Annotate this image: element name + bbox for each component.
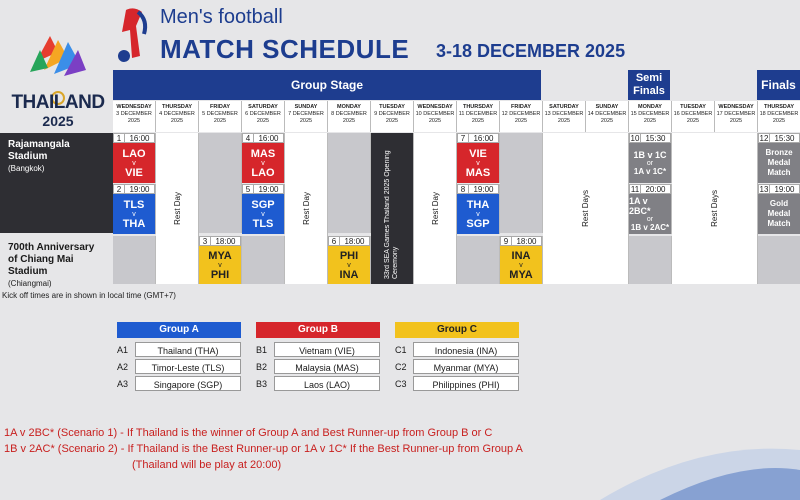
match-number: 2 [113, 184, 125, 194]
team-name: Laos (LAO) [274, 376, 380, 391]
empty-cell [457, 236, 500, 284]
day-date: 17 DECEMBER 2025 [716, 111, 756, 124]
kickoff-time: 15:30 [641, 133, 671, 143]
fixture [199, 246, 241, 284]
phase-finals: Finals [757, 70, 800, 100]
group-row [256, 342, 380, 359]
venue-city: (Chiangmai) [8, 279, 52, 288]
match-number: 12 [759, 134, 769, 143]
venue-chiangmai [0, 236, 113, 288]
day-of-week: SUNDAY [294, 104, 318, 110]
day-header [156, 101, 199, 132]
opening-ceremony-label: 33rd SEA Games Thailand 2025 Opening Ceremony [384, 149, 399, 279]
empty-cell [113, 236, 156, 284]
match-cell [500, 236, 543, 284]
day-of-week: WEDNESDAY [718, 104, 754, 110]
day-of-week: WEDNESDAY [116, 104, 152, 110]
kickoff-time: 18:00 [211, 236, 241, 246]
group-name: Group A [117, 322, 241, 338]
kickoff-time: 16:00 [254, 133, 284, 143]
venue-city: (Bangkok) [8, 164, 45, 173]
match-number: 5 [242, 184, 254, 194]
kickoff-time: 19:00 [254, 184, 284, 194]
away-team: LAO [251, 166, 275, 179]
day-date: 9 DECEMBER 2025 [374, 111, 410, 124]
rest-label: Rest Days [710, 190, 719, 227]
rest-label: Rest Day [172, 192, 182, 225]
team-code: B1 [256, 345, 268, 355]
away-team: MYA [509, 268, 533, 281]
match-number: 9 [500, 236, 512, 246]
group-row [256, 376, 380, 393]
team-name: Timor-Leste (TLS) [135, 359, 241, 374]
scenario-note-3: (Thailand will be play at 20:00) [132, 459, 282, 471]
scenario-b: 1A v 1C* [633, 166, 667, 176]
empty-cell [629, 236, 672, 284]
fixture [457, 143, 499, 183]
match-header [199, 236, 241, 246]
team-name: Myanmar (MYA) [413, 359, 519, 374]
match-number: 8 [457, 184, 469, 194]
fixture [113, 194, 155, 234]
match-number: 7 [457, 133, 469, 143]
phase-semi-finals: Semi Finals [628, 70, 670, 100]
match-cell [457, 184, 500, 234]
team-code: C3 [395, 379, 407, 389]
day-date: 6 DECEMBER 2025 [245, 111, 281, 124]
home-team: VIE [469, 147, 487, 160]
group-row [117, 376, 241, 393]
home-team: PHI [339, 249, 359, 262]
rest-day-cell [543, 133, 629, 284]
team-code: C2 [395, 362, 407, 372]
day-date: 5 DECEMBER 2025 [202, 111, 238, 124]
match-header [500, 236, 542, 246]
day-header [672, 101, 715, 132]
match-number: 1 [113, 133, 125, 143]
team-name: Singapore (SGP) [135, 376, 241, 391]
group-row [117, 359, 241, 376]
match-number: 6 [328, 236, 340, 246]
versus: v [476, 210, 480, 218]
empty-cell [328, 133, 371, 233]
match-cell [113, 184, 156, 234]
away-team: VIE [125, 166, 143, 179]
team-code: A2 [117, 362, 129, 372]
versus: v [261, 210, 265, 218]
day-of-week: THURSDAY [763, 104, 795, 110]
team-code: B2 [256, 362, 268, 372]
day-header [199, 101, 242, 132]
away-team: MAS [465, 166, 491, 179]
scenario-note-1: 1A v 2BC* (Scenario 1) - If Thailand is the winner of Group A and Best Runner-up from Group B or C [4, 427, 493, 439]
rest-day-cell [414, 133, 457, 284]
fixture [328, 246, 370, 284]
day-date: 8 DECEMBER 2025 [331, 111, 367, 124]
date-range: 3-18 DECEMBER 2025 [436, 41, 626, 61]
final-label: Bronze Medal Match [765, 148, 793, 177]
final-label: Gold Medal Match [767, 199, 791, 228]
day-date: 16 DECEMBER 2025 [673, 111, 713, 124]
day-date: 18 DECEMBER 2025 [759, 111, 799, 124]
group-row [395, 342, 519, 359]
match-header [328, 236, 370, 246]
day-date: 10 DECEMBER 2025 [415, 111, 455, 124]
rest-day-cell [672, 133, 758, 284]
team-name: Philippines (PHI) [413, 376, 519, 391]
decorative-wave [600, 430, 800, 500]
match-cell [113, 133, 156, 183]
kickoff-note: Kick off times are in shown in local time (GMT+7) [2, 291, 176, 300]
year-wordmark: 2025 [42, 113, 74, 129]
match-header [113, 133, 155, 143]
day-header [242, 101, 285, 132]
sport-title: Men's football [160, 6, 283, 28]
fixture [629, 194, 671, 234]
group-row [117, 342, 241, 359]
match-cell [242, 184, 285, 234]
match-number: 13 [759, 185, 769, 194]
day-header [543, 101, 586, 132]
venue-name: Rajamangala Stadium [8, 139, 70, 162]
final-cell [758, 184, 800, 234]
kickoff-time: 19:00 [770, 184, 800, 194]
day-of-week: WEDNESDAY [417, 104, 453, 110]
day-header [371, 101, 414, 132]
fixture [758, 194, 800, 234]
group-row [395, 359, 519, 376]
day-header [586, 101, 629, 132]
day-header [457, 101, 500, 132]
match-cell [242, 133, 285, 183]
kickoff-time: 16:00 [125, 133, 155, 143]
fixture [457, 194, 499, 234]
group-table [117, 322, 241, 393]
match-header [242, 133, 284, 143]
away-team: THA [122, 217, 146, 230]
day-of-week: SUNDAY [595, 104, 619, 110]
match-header [457, 184, 499, 194]
day-header [113, 101, 156, 132]
empty-cell [199, 133, 242, 233]
or-label: or [646, 159, 654, 167]
day-date: 15 DECEMBER 2025 [630, 111, 670, 124]
match-header [113, 184, 155, 194]
team-name: Thailand (THA) [135, 342, 241, 357]
venue-rajamangala [0, 133, 113, 233]
day-of-week: MONDAY [337, 104, 361, 110]
match-header [242, 184, 284, 194]
day-of-week: TUESDAY [680, 104, 706, 110]
home-team: SGP [251, 198, 275, 211]
away-team: INA [339, 268, 359, 281]
rest-label: Rest Day [430, 192, 440, 225]
day-date: 12 DECEMBER 2025 [501, 111, 541, 124]
versus: v [132, 159, 136, 167]
versus: v [218, 261, 222, 269]
day-of-week: SATURDAY [549, 104, 579, 110]
scenario-a: 1B v 1C [633, 149, 667, 160]
match-header [758, 133, 800, 143]
away-team: SGP [466, 217, 490, 230]
group-row [395, 376, 519, 393]
opening-ceremony-cell [371, 133, 414, 284]
kickoff-time: 19:00 [125, 184, 155, 194]
page-title: MATCH SCHEDULE [160, 34, 410, 64]
kickoff-time: 20:00 [641, 184, 671, 194]
match-header [629, 133, 671, 143]
day-header [758, 101, 800, 132]
fixture [242, 143, 284, 183]
match-header [758, 184, 800, 194]
rest-label: Rest Days [581, 190, 590, 227]
fixture [500, 246, 542, 284]
team-name: Malaysia (MAS) [274, 359, 380, 374]
home-team: MAS [250, 147, 276, 160]
home-team: MYA [208, 249, 232, 262]
day-of-week: SATURDAY [248, 104, 278, 110]
final-cell [758, 133, 800, 183]
empty-cell [500, 133, 543, 233]
football-player-icon [112, 6, 152, 64]
kickoff-time: 16:00 [469, 133, 499, 143]
kickoff-time: 15:30 [770, 133, 800, 143]
day-of-week: FRIDAY [210, 104, 230, 110]
match-cell [457, 133, 500, 183]
fixture [758, 143, 800, 183]
day-header [500, 101, 543, 132]
home-team: LAO [122, 147, 146, 160]
day-header [629, 101, 672, 132]
day-of-week: THURSDAY [462, 104, 494, 110]
home-team: THA [466, 198, 490, 211]
day-date: 14 DECEMBER 2025 [587, 111, 627, 124]
day-date: 4 DECEMBER 2025 [159, 111, 195, 124]
kickoff-time: 18:00 [512, 236, 542, 246]
day-date: 7 DECEMBER 2025 [288, 111, 324, 124]
match-header [629, 184, 671, 194]
team-name: Indonesia (INA) [413, 342, 519, 357]
team-code: B3 [256, 379, 268, 389]
venue-name: 700th Anniversary of Chiang Mai Stadium [8, 242, 95, 277]
match-number: 10 [630, 134, 640, 143]
empty-cell [758, 236, 800, 284]
group-table [256, 322, 380, 393]
match-number: 11 [630, 185, 640, 194]
kickoff-time: 18:00 [340, 236, 370, 246]
day-header [285, 101, 328, 132]
day-of-week: MONDAY [638, 104, 662, 110]
day-date: 11 DECEMBER 2025 [458, 111, 498, 124]
match-header [457, 133, 499, 143]
home-team: TLS [123, 198, 145, 211]
group-name: Group C [395, 322, 519, 338]
fixture [629, 143, 671, 183]
day-of-week: TUESDAY [379, 104, 405, 110]
group-row [256, 359, 380, 376]
fixture [242, 194, 284, 234]
country-wordmark: THAILAND [11, 92, 105, 113]
day-date: 3 DECEMBER 2025 [116, 111, 152, 124]
versus: v [347, 261, 351, 269]
team-name: Vietnam (VIE) [274, 342, 380, 357]
versus: v [261, 159, 265, 167]
team-code: A3 [117, 379, 129, 389]
phase-group-stage: Group Stage [113, 70, 541, 100]
semi-final-cell [629, 133, 672, 183]
versus: v [476, 159, 480, 167]
scenario-a: 1A v 2BC* [629, 195, 651, 216]
match-cell [328, 236, 371, 284]
day-of-week: THURSDAY [161, 104, 193, 110]
day-of-week: FRIDAY [511, 104, 531, 110]
day-date: 13 DECEMBER 2025 [544, 111, 584, 124]
home-team: INA [511, 249, 531, 262]
match-number: 3 [199, 236, 211, 246]
scenario-b: 1B v 2AC* [630, 222, 670, 232]
match-cell [199, 236, 242, 284]
empty-cell [242, 236, 285, 284]
away-team: PHI [210, 268, 230, 281]
away-team: TLS [252, 217, 274, 230]
team-code: C1 [395, 345, 407, 355]
semi-final-cell [629, 184, 672, 234]
rest-day-cell [156, 133, 199, 284]
kickoff-time: 19:00 [469, 184, 499, 194]
match-number: 4 [242, 133, 254, 143]
rest-label: Rest Day [301, 192, 311, 225]
versus: v [519, 261, 523, 269]
rest-day-cell [285, 133, 328, 284]
or-label: or [646, 215, 654, 223]
day-header [715, 101, 758, 132]
fixture [113, 143, 155, 183]
group-table [395, 322, 519, 393]
versus: v [132, 210, 136, 218]
scenario-note-2: 1B v 2AC* (Scenario 2) - If Thailand is the Best Runner-up or 1A v 1C* If the Best Runner-up from Group A [4, 443, 523, 455]
team-code: A1 [117, 345, 129, 355]
day-header [414, 101, 457, 132]
day-header [328, 101, 371, 132]
group-name: Group B [256, 322, 380, 338]
